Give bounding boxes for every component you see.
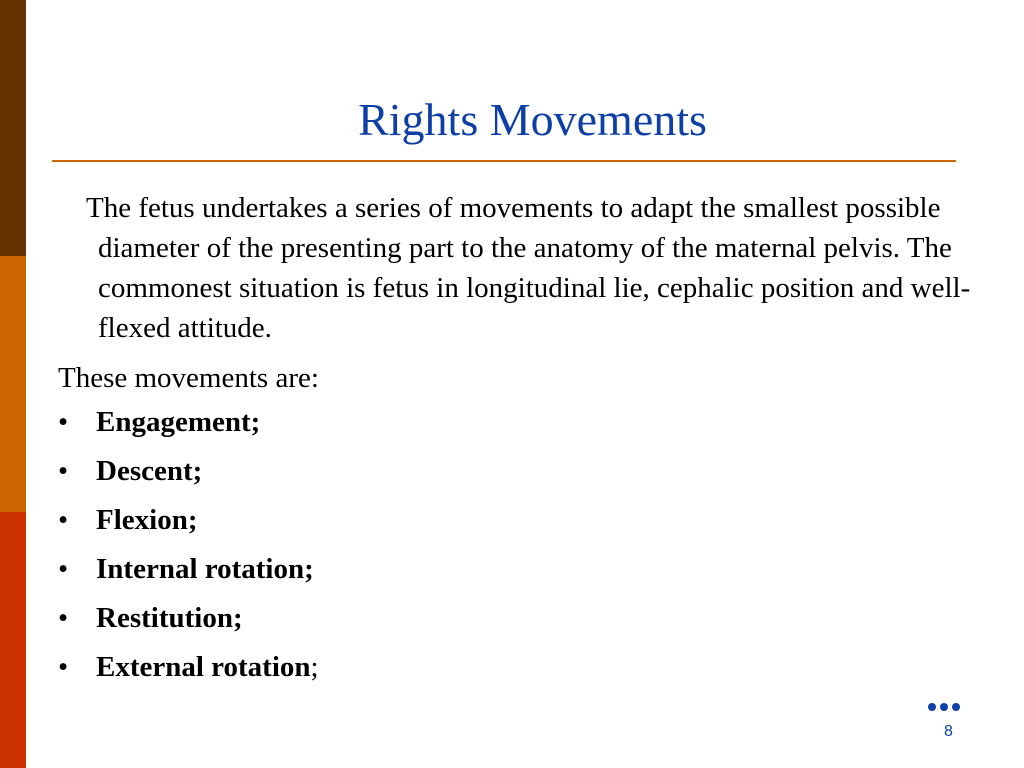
dot-icon bbox=[928, 703, 936, 711]
side-bar-middle-segment bbox=[0, 256, 26, 512]
list-item-label: Descent; bbox=[96, 455, 203, 487]
intro-paragraph: The fetus undertakes a series of movements to adapt the smallest possible diameter of the presenting part to the anatomy of the maternal pelvis. The commonest situation is fetus in longitudinal lie, cephalic position and well-flexed attitude. bbox=[86, 192, 971, 344]
list-item-label: Engagement; bbox=[96, 406, 261, 438]
slide-title: Rights Movements bbox=[358, 94, 707, 145]
list-item bbox=[58, 545, 988, 594]
bullet-icon: • bbox=[58, 651, 69, 683]
bullet-icon: • bbox=[58, 602, 69, 634]
page-number: 8 bbox=[944, 723, 953, 740]
title-divider bbox=[52, 160, 956, 162]
list-item-label: Internal rotation; bbox=[96, 553, 314, 585]
more-dots-icon bbox=[928, 703, 960, 711]
list-item bbox=[58, 643, 988, 692]
list-item bbox=[58, 496, 988, 545]
list-item bbox=[58, 594, 988, 643]
list-lead-in: These movements are: bbox=[58, 362, 319, 394]
list-item bbox=[58, 447, 988, 496]
bullet-icon: • bbox=[58, 455, 69, 487]
list-item bbox=[58, 398, 988, 447]
list-item-suffix: ; bbox=[310, 651, 319, 683]
list-item-label: External rotation bbox=[96, 651, 311, 683]
slide-body bbox=[58, 188, 988, 692]
bullet-icon: • bbox=[58, 553, 69, 585]
dot-icon bbox=[952, 703, 960, 711]
dot-icon bbox=[940, 703, 948, 711]
movement-list bbox=[58, 398, 988, 692]
side-bar-top-segment bbox=[0, 0, 26, 256]
bullet-icon: • bbox=[58, 504, 69, 536]
list-item-label: Restitution; bbox=[96, 602, 243, 634]
side-bar-bottom-segment bbox=[0, 512, 26, 768]
bullet-icon: • bbox=[58, 406, 69, 438]
list-item-label: Flexion; bbox=[96, 504, 198, 536]
